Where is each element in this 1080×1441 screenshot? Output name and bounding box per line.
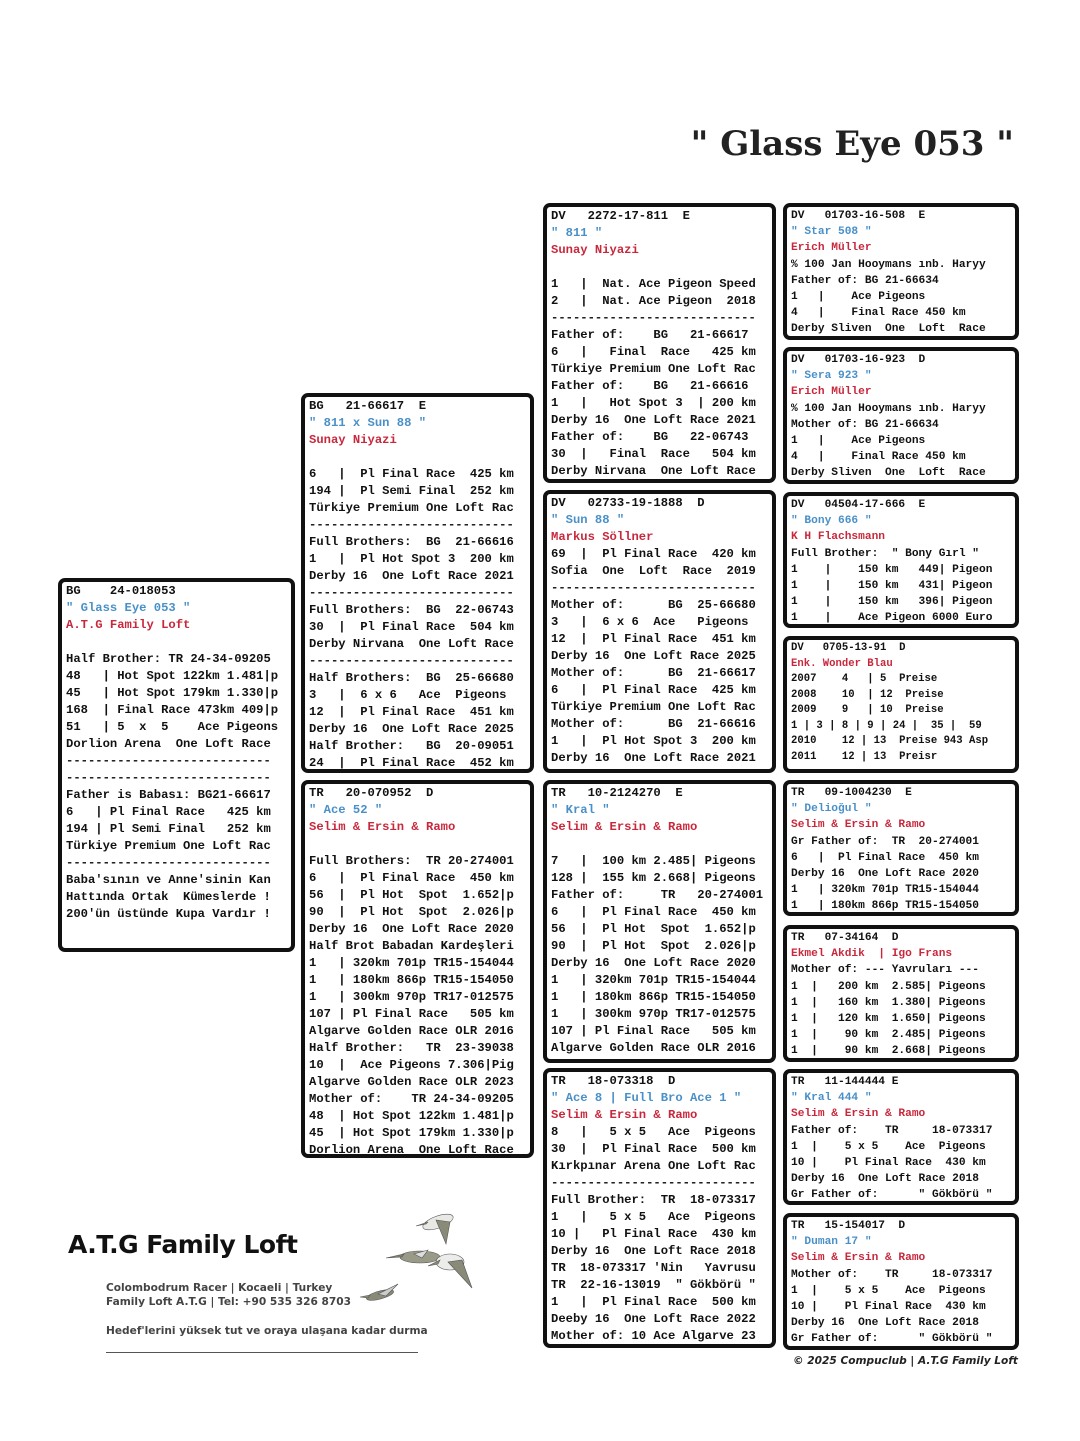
card-line: 45 | Hot Spot 179km 1.330|p bbox=[66, 686, 279, 700]
card-line: Derby 16 One Loft Race 2025 bbox=[551, 649, 756, 663]
card-line: 2008 10 | 12 Preise bbox=[791, 688, 944, 701]
card-line: Türkiye Premium One Loft Rac bbox=[66, 839, 271, 853]
card-line: 1 | Nat. Ace Pigeon Speed bbox=[551, 277, 756, 291]
card-line: 30 | Pl Final Race 500 km bbox=[551, 1142, 756, 1156]
card-line: 1 | 160 km 1.380| Pigeons bbox=[791, 996, 986, 1009]
card-line: 45 | Hot Spot 179km 1.330|p bbox=[309, 1126, 514, 1140]
card-line: DV 02733-19-1888 D bbox=[551, 496, 705, 510]
card-line: TR 09-1004230 E bbox=[791, 787, 912, 799]
loft-address: Colombodrum Racer | Kocaeli | Turkey bbox=[106, 1282, 333, 1294]
card-line: 3 | 6 x 6 Ace Pigeons bbox=[309, 688, 507, 702]
breeder-name: Ekmel Akdik | Igo Frans bbox=[791, 948, 953, 961]
card-line: Algarve Golden Race OLR 2016 bbox=[309, 1024, 514, 1038]
breeder-name: Erich Müller bbox=[791, 386, 872, 399]
pigeon-name: " Delioğul " bbox=[791, 803, 872, 816]
card-line: 2 | Nat. Ace Pigeon 2018 bbox=[551, 294, 756, 308]
card-line: Hattında Ortak Kümeslerde ! bbox=[66, 890, 271, 904]
card-line: ---------------------------- bbox=[551, 311, 756, 325]
flying-pigeons-illustration bbox=[350, 1200, 485, 1310]
card-line: 10 | Pl Final Race 430 km bbox=[791, 1156, 986, 1169]
card-line: Father is Babası: BG21-66617 bbox=[66, 788, 271, 802]
card-line: 2007 4 | 5 Preise bbox=[791, 673, 938, 685]
card-line: Derby Sliven One Loft Race bbox=[791, 323, 986, 336]
card-line: 1 | 3 | 8 | 9 | 24 | 35 | 59 bbox=[791, 719, 982, 732]
card-line: 6 | Pl Final Race 425 km bbox=[309, 467, 514, 481]
card-line: Half Brother: TR 24-34-09205 bbox=[66, 652, 271, 666]
pigeon-name: " Duman 17 " bbox=[791, 1236, 872, 1249]
loft-name: A.T.G Family Loft bbox=[68, 1230, 298, 1259]
card-line: 107 | Pl Final Race 505 km bbox=[309, 1007, 514, 1021]
breeder-name: Erich Müller bbox=[791, 242, 872, 255]
card-line: Mother of: BG 21-66616 bbox=[551, 717, 756, 731]
card-sire bbox=[301, 393, 534, 773]
card-line: % 100 Jan Hooymans ınb. Haryy bbox=[791, 258, 986, 271]
card-line: 1 | Pl Hot Spot 3 200 km bbox=[309, 552, 514, 566]
card-great-grandsire-4 bbox=[783, 1069, 1019, 1205]
motto-underline bbox=[106, 1352, 418, 1353]
card-grandsire-1 bbox=[543, 203, 776, 483]
card-line: 10 | Ace Pigeons 7.306|Pig bbox=[309, 1058, 514, 1072]
card-line: Türkiye Premium One Loft Rac bbox=[551, 700, 756, 714]
card-line: TR 10-2124270 E bbox=[551, 786, 683, 800]
card-line: 194 | Pl Semi Final 252 km bbox=[309, 484, 514, 498]
card-subject bbox=[58, 578, 295, 952]
card-line: Half Brother: BG 20-09051 bbox=[309, 739, 514, 753]
pigeon-icon bbox=[360, 1284, 398, 1302]
card-line: Mother of: BG 21-66634 bbox=[791, 418, 939, 431]
card-line: 1 | 5 x 5 Ace Pigeons bbox=[791, 1284, 986, 1297]
breeder-name: Sunay Niyazi bbox=[309, 433, 397, 447]
pigeon-name: " Sera 923 " bbox=[791, 370, 872, 383]
card-line: 1 | 180km 866p TR15-154050 bbox=[309, 973, 514, 987]
pigeon-name: " Bony 666 " bbox=[791, 515, 872, 528]
breeder-name: Selim & Ersin & Ramo bbox=[791, 1108, 926, 1121]
card-line: 1 | 150 km 449| Pigeon bbox=[791, 563, 993, 576]
breeder-name: A.T.G Family Loft bbox=[66, 618, 191, 632]
card-line: 168 | Final Race 473km 409|p bbox=[66, 703, 279, 717]
card-line bbox=[66, 634, 287, 651]
breeder-name: Selim & Ersin & Ramo bbox=[551, 820, 698, 834]
card-line: TR 18-073318 D bbox=[551, 1074, 676, 1088]
pedigree-title: " Glass Eye 053 " bbox=[690, 124, 1014, 164]
card-line: 200'ün üstünde Kupa Vardır ! bbox=[66, 907, 271, 921]
card-line: 48 | Hot Spot 122km 1.481|p bbox=[309, 1109, 514, 1123]
pigeon-name: " Ace 8 | Full Bro Ace 1 " bbox=[551, 1091, 742, 1105]
card-line: Türkiye Premium One Loft Rac bbox=[309, 501, 514, 515]
card-line: 4 | Final Race 450 km bbox=[791, 451, 966, 464]
card-line: 1 | 320km 701p TR15-154044 bbox=[791, 884, 979, 897]
card-line: Mother of: BG 25-66680 bbox=[551, 598, 756, 612]
pigeon-icon bbox=[386, 1250, 440, 1263]
breeder-name: Enk. Wonder Blau bbox=[791, 657, 893, 670]
card-line: Father of: BG 21-66634 bbox=[791, 274, 939, 287]
card-line: Derby 16 One Loft Race 2020 bbox=[791, 867, 979, 880]
card-line: ---------------------------- bbox=[66, 771, 271, 785]
card-line: 1 | 5 x 5 Ace Pigeons bbox=[551, 1210, 756, 1224]
card-line: Algarve Golden Race OLR 2023 bbox=[309, 1075, 514, 1089]
pigeon-name: " Star 508 " bbox=[791, 226, 872, 239]
card-line: TR 18-073317 'Nin Yavrusu bbox=[551, 1261, 756, 1275]
card-line: Derby 16 One Loft Race 2020 bbox=[309, 922, 514, 936]
card-line: Gr Father of: TR 20-274001 bbox=[791, 835, 979, 848]
card-line: 56 | Pl Hot Spot 1.652|p bbox=[551, 922, 756, 936]
card-line: 1 | Ace Pigeon 6000 Euro bbox=[791, 612, 993, 625]
card-line: BG 21-66617 E bbox=[309, 399, 427, 413]
card-line: TR 22-16-13019 " Gökbörü " bbox=[551, 1278, 756, 1292]
card-line: TR 07-34164 D bbox=[791, 932, 899, 944]
card-line: 12 | Pl Final Race 451 km bbox=[551, 632, 756, 646]
card-line: 10 | Pl Final Race 430 km bbox=[551, 1227, 756, 1241]
card-line: Gr Father of: " Gökbörü " bbox=[791, 1189, 993, 1202]
card-line: ---------------------------- bbox=[309, 654, 514, 668]
card-line: 30 | Final Race 504 km bbox=[551, 447, 756, 461]
card-line: Father of: TR 20-274001 bbox=[551, 888, 764, 902]
card-line: 6 | Pl Final Race 425 km bbox=[66, 805, 271, 819]
breeder-name: Selim & Ersin & Ramo bbox=[551, 1108, 698, 1122]
card-line: 1 | 150 km 396| Pigeon bbox=[791, 596, 993, 609]
card-line: Gr Father of: " Gökbörü " bbox=[791, 1333, 993, 1346]
card-great-grandsire-1 bbox=[783, 203, 1019, 340]
card-line: Father of: TR 18-073317 bbox=[791, 1124, 993, 1137]
card-line: ---------------------------- bbox=[309, 518, 514, 532]
card-line: 1 | 90 km 2.485| Pigeons bbox=[791, 1029, 986, 1042]
card-line: Mother of: BG 21-66617 bbox=[551, 666, 756, 680]
card-line: Full Brother: " Bony Gırl " bbox=[791, 547, 979, 560]
card-line: Derby 16 One Loft Race 2021 bbox=[551, 413, 756, 427]
card-line: ---------------------------- bbox=[66, 754, 271, 768]
card-line: Half Brothers: BG 25-66680 bbox=[309, 671, 514, 685]
card-line: 1 | 5 x 5 Ace Pigeons bbox=[791, 1140, 986, 1153]
card-great-grandsire-3 bbox=[783, 780, 1019, 916]
pigeon-name: " Sun 88 " bbox=[551, 513, 625, 527]
card-line: 8 | 5 x 5 Ace Pigeons bbox=[551, 1125, 756, 1139]
card-line: Derby 16 One Loft Race 2025 bbox=[309, 722, 514, 736]
card-line: 1 | Ace Pigeons bbox=[791, 434, 926, 447]
card-line: 6 | Pl Final Race 450 km bbox=[309, 871, 514, 885]
card-line: DV 01703-16-508 E bbox=[791, 210, 926, 222]
card-line: BG 24-018053 bbox=[66, 584, 176, 598]
card-line: 194 | Pl Semi Final 252 km bbox=[66, 822, 271, 836]
card-line: Algarve Golden Race OLR 2016 bbox=[551, 1041, 756, 1055]
card-line: Derby 16 One Loft Race 2018 bbox=[791, 1317, 979, 1330]
card-line: 6 | Final Race 425 km bbox=[551, 345, 756, 359]
card-line: Full Brothers: BG 21-66616 bbox=[309, 535, 514, 549]
card-line: 1 | 320km 701p TR15-154044 bbox=[551, 973, 756, 987]
pigeon-icon bbox=[416, 1211, 455, 1244]
card-line: 1 | 300km 970p TR17-012575 bbox=[551, 1007, 756, 1021]
breeder-name: Sunay Niyazi bbox=[551, 243, 639, 257]
card-line: Full Brothers: TR 20-274001 bbox=[309, 854, 514, 868]
pigeon-name: " Kral 444 " bbox=[791, 1092, 872, 1105]
card-line bbox=[551, 259, 768, 276]
card-line: Derby 16 One Loft Race 2020 bbox=[551, 956, 756, 970]
card-line: ---------------------------- bbox=[551, 581, 756, 595]
card-line: Sofia One Loft Race 2019 bbox=[551, 564, 756, 578]
card-line: 1 | Pl Hot Spot 3 200 km bbox=[551, 734, 756, 748]
pigeon-name: " Glass Eye 053 " bbox=[66, 601, 191, 615]
card-line: Full Brothers: BG 22-06743 bbox=[309, 603, 514, 617]
card-line: 56 | Pl Hot Spot 1.652|p bbox=[309, 888, 514, 902]
card-line: Mother of: --- Yavruları --- bbox=[791, 964, 979, 977]
breeder-name: Selim & Ersin & Ramo bbox=[791, 1252, 926, 1265]
card-line: 30 | Pl Final Race 504 km bbox=[309, 620, 514, 634]
card-line: 1 | 150 km 431| Pigeon bbox=[791, 579, 993, 592]
card-line: 2009 9 | 10 Preise bbox=[791, 704, 944, 716]
card-line: TR 20-070952 D bbox=[309, 786, 434, 800]
card-line: Half Brother: TR 23-39038 bbox=[309, 1041, 514, 1055]
loft-motto: Hedef'lerini yüksek tut ve oraya ulaşana kadar durma bbox=[106, 1325, 428, 1337]
card-line: 12 | Pl Final Race 451 km bbox=[309, 705, 514, 719]
card-line: 1 | 180km 866p TR15-154050 bbox=[791, 900, 979, 913]
card-granddam-2 bbox=[543, 1068, 776, 1348]
card-great-granddam-3 bbox=[783, 925, 1019, 1062]
card-line: DV 0705-13-91 D bbox=[791, 642, 906, 654]
card-line: Father of: BG 22-06743 bbox=[551, 430, 749, 444]
card-line: 107 | Pl Final Race 505 km bbox=[551, 1024, 756, 1038]
card-line: Mother of: 10 Ace Algarve 23 bbox=[551, 1329, 756, 1343]
card-line: Deeby 16 One Loft Race 2022 bbox=[551, 1312, 756, 1326]
card-grandsire-2 bbox=[543, 780, 776, 1063]
card-great-granddam-2 bbox=[783, 636, 1019, 773]
card-line: Derby Sliven One Loft Race bbox=[791, 467, 986, 480]
card-line bbox=[309, 449, 526, 466]
card-line: 6 | Pl Final Race 425 km bbox=[551, 683, 756, 697]
card-line: DV 2272-17-811 E bbox=[551, 209, 690, 223]
card-line bbox=[309, 836, 526, 853]
card-line: Kırkpınar Arena One Loft Rac bbox=[551, 1159, 756, 1173]
card-line: Father of: BG 21-66616 bbox=[551, 379, 749, 393]
card-line: 90 | Pl Hot Spot 2.026|p bbox=[309, 905, 514, 919]
breeder-name: Selim & Ersin & Ramo bbox=[309, 820, 456, 834]
card-line: TR 15-154017 D bbox=[791, 1220, 906, 1232]
card-line: Derby 16 One Loft Race 2018 bbox=[551, 1244, 756, 1258]
card-line: Mother of: TR 18-073317 bbox=[791, 1268, 993, 1281]
pigeon-name: " Kral " bbox=[551, 803, 610, 817]
card-line: 90 | Pl Hot Spot 2.026|p bbox=[551, 939, 756, 953]
card-line: Dorlion Arena One Loft Race bbox=[309, 1143, 514, 1157]
card-line: ---------------------------- bbox=[551, 1176, 756, 1190]
card-line: 1 | 120 km 1.650| Pigeons bbox=[791, 1012, 986, 1025]
card-line: Father of: BG 21-66617 bbox=[551, 328, 749, 342]
pigeon-name: " Ace 52 " bbox=[309, 803, 383, 817]
card-line: 2011 12 | 13 Preisr bbox=[791, 750, 938, 763]
card-line: % 100 Jan Hooymans ınb. Haryy bbox=[791, 402, 986, 415]
card-line: 2010 12 | 13 Preise 943 Asp bbox=[791, 735, 989, 747]
card-line: 6 | Pl Final Race 450 km bbox=[791, 851, 979, 864]
card-line: DV 04504-17-666 E bbox=[791, 499, 926, 511]
copyright: © 2025 Compuclub | A.T.G Family Loft bbox=[793, 1355, 1018, 1367]
card-line: ---------------------------- bbox=[309, 586, 514, 600]
card-line: Baba'sının ve Anne'sinin Kan bbox=[66, 873, 271, 887]
card-line: Derby Nirvana One Loft Race bbox=[309, 637, 514, 651]
card-line: 4 | Final Race 450 km bbox=[791, 307, 966, 320]
card-line: Derby 16 One Loft Race 2018 bbox=[791, 1173, 979, 1186]
card-great-grandsire-2 bbox=[783, 492, 1019, 628]
card-line: 1 | Hot Spot 3 | 200 km bbox=[551, 396, 756, 410]
card-dam bbox=[301, 780, 534, 1158]
card-line: 24 | Pl Final Race 452 km bbox=[309, 756, 514, 770]
breeder-name: Markus Söllner bbox=[551, 530, 654, 544]
card-line: 1 | Ace Pigeons bbox=[791, 290, 926, 303]
card-line: 3 | 6 x 6 Ace Pigeons bbox=[551, 615, 749, 629]
card-line: 128 | 155 km 2.668| Pigeons bbox=[551, 871, 756, 885]
card-line: 1 | 90 km 2.668| Pigeons bbox=[791, 1045, 986, 1058]
breeder-name: Selim & Ersin & Ramo bbox=[791, 819, 926, 832]
card-line: ---------------------------- bbox=[66, 856, 271, 870]
card-line: 1 | 180km 866p TR15-154050 bbox=[551, 990, 756, 1004]
card-line: 7 | 100 km 2.485| Pigeons bbox=[551, 854, 756, 868]
card-line: Half Brot Babadan Kardeşleri bbox=[309, 939, 514, 953]
card-line: 51 | 5 x 5 Ace Pigeons bbox=[66, 720, 279, 734]
card-great-granddam-4 bbox=[783, 1213, 1019, 1350]
card-line: Derby 16 One Loft Race 2021 bbox=[309, 569, 514, 583]
card-line: Derby Nirvana One Loft Race bbox=[551, 464, 756, 478]
card-line: Derby 16 One Loft Race 2021 bbox=[551, 751, 756, 765]
pigeon-name: " 811 x Sun 88 " bbox=[309, 416, 427, 430]
loft-contact: Family Loft A.T.G | Tel: +90 535 326 8703 bbox=[106, 1296, 352, 1308]
card-great-granddam-1 bbox=[783, 347, 1019, 484]
card-line: 48 | Hot Spot 122km 1.481|p bbox=[66, 669, 279, 683]
card-line: 10 | Pl Final Race 430 km bbox=[791, 1300, 986, 1313]
pigeon-name: " 811 " bbox=[551, 226, 603, 240]
card-line: DV 01703-16-923 D bbox=[791, 354, 926, 366]
card-line: 6 | Pl Final Race 450 km bbox=[551, 905, 756, 919]
card-line: Dorlion Arena One Loft Race bbox=[66, 737, 271, 751]
card-line bbox=[551, 836, 768, 853]
card-line: 1 | 200 km 2.585| Pigeons bbox=[791, 980, 986, 993]
card-line: 1 | Pl Final Race 500 km bbox=[551, 1295, 756, 1309]
card-line: Türkiye Premium One Loft Rac bbox=[551, 362, 756, 376]
card-line: Full Brother: TR 18-073317 bbox=[551, 1193, 756, 1207]
breeder-name: K H Flachsmann bbox=[791, 531, 885, 544]
card-line: TR 11-144444 E bbox=[791, 1076, 899, 1088]
card-line: 1 | 320km 701p TR15-154044 bbox=[309, 956, 514, 970]
card-granddam-1 bbox=[543, 490, 776, 773]
card-line: 1 | 300km 970p TR17-012575 bbox=[309, 990, 514, 1004]
card-line: 69 | Pl Final Race 420 km bbox=[551, 547, 756, 561]
card-line: Mother of: TR 24-34-09205 bbox=[309, 1092, 514, 1106]
